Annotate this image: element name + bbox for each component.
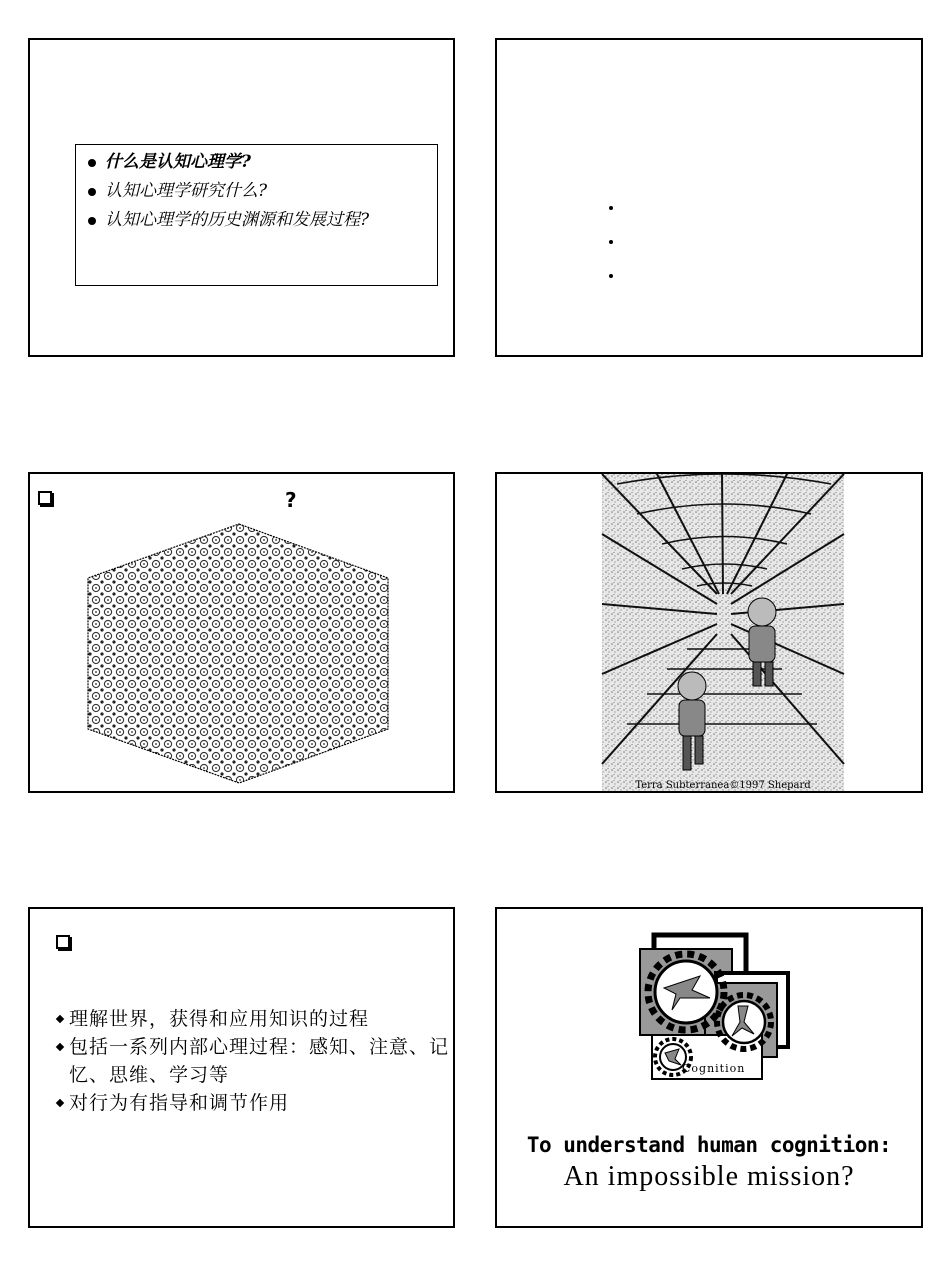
bullet-icon [88,217,96,225]
slide-subtitle: An impossible mission? [563,1161,855,1192]
logo-label: Cognition [682,1062,746,1075]
questions-box [75,144,438,286]
diamond-bullet-icon [56,1015,64,1023]
diamond-bullet-icon [56,1043,64,1051]
bullet-icon [88,159,96,167]
image-caption: Terra Subterranea©1997 Shepard [635,780,811,791]
definition-text: 对行为有指导和调节作用 [69,1092,290,1114]
question-item [88,180,425,202]
definition-item [56,1033,449,1089]
bullet-icon [609,274,613,278]
definition-list [56,1005,449,1117]
diamond-bullet-icon [56,1099,64,1107]
definition-item [56,1005,449,1033]
definition-item [56,1089,449,1117]
question-mark: ? [285,488,297,512]
hexagon-pattern-image [30,474,455,793]
question-text: 认知心理学的历史渊源和发展过程? [105,210,370,230]
bullet-icon [88,188,96,196]
definition-text: 包括一系列内部心理过程：感知、注意、记忆、思维、学习等 [69,1036,450,1086]
checkbox-bullet-icon [56,935,70,949]
question-text: 什么是认知心理学? [105,152,251,172]
slide-2 [495,38,923,357]
slide-5 [28,907,455,1228]
questions-list [76,145,437,231]
question-text: 认知心理学研究什么? [105,181,268,201]
bullet-icon [609,240,613,244]
slide-4 [495,472,923,793]
bullet-icon [609,206,613,210]
slide-1 [28,38,455,357]
cognition-gears-logo [497,909,923,1109]
question-item [88,209,425,231]
slide-6 [495,907,923,1228]
question-item [88,151,425,173]
terra-subterranea-illusion-image [497,474,923,793]
definition-text: 理解世界，获得和应用知识的过程 [69,1008,370,1030]
slide-title: To understand human cognition: [526,1133,892,1157]
slide-3 [28,472,455,793]
